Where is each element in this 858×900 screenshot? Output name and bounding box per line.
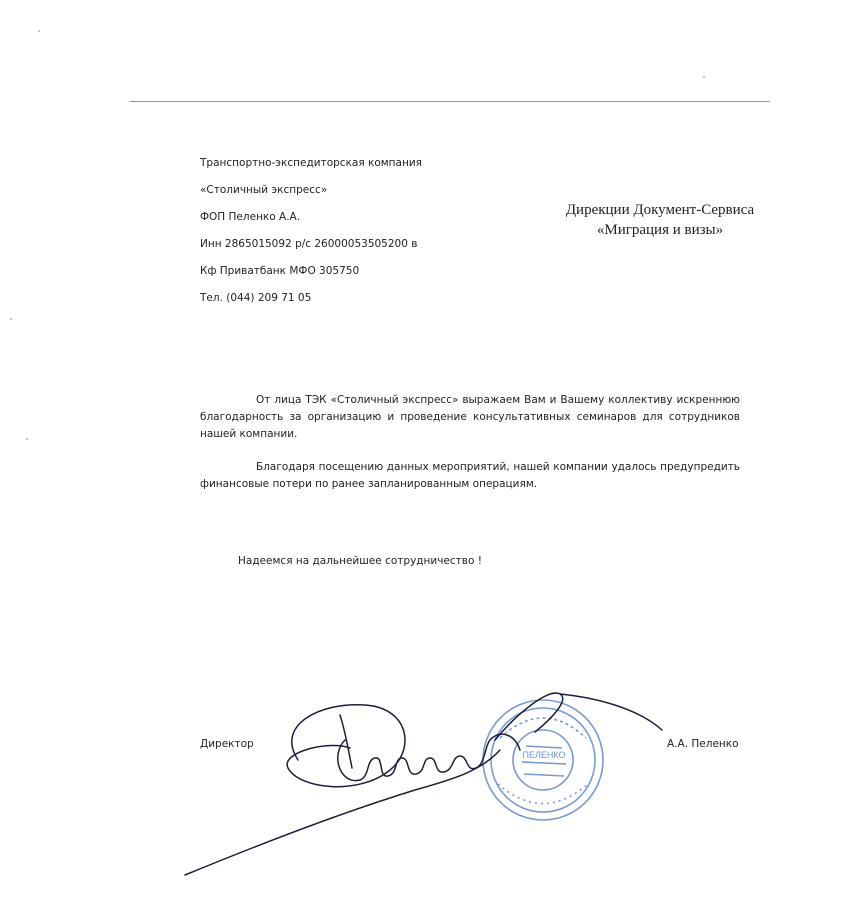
- sender-owner: ФОП Пеленко А.А.: [200, 211, 301, 223]
- sender-block: [200, 154, 422, 316]
- body-paragraph-2: Благодаря посещению данных мероприятий, нашей компании удалось предупредить финансовые потери по ранее запланированным операциям.: [200, 461, 740, 490]
- sender-company-type: Транспортно-экспедиторская компания: [200, 157, 422, 169]
- scan-speck: [10, 318, 12, 320]
- sender-company-name: «Столичный экспресс»: [200, 184, 328, 196]
- body-paragraph-1: От лица ТЭК «Столичный экспресс» выражаем Вам и Вашему коллективу искреннюю благодарность за организацию и проведение консультативных семинаров для сотрудников нашей компании.: [200, 394, 740, 440]
- scan-speck: [703, 76, 705, 78]
- scan-speck: [38, 30, 40, 32]
- recipient-block: [470, 200, 850, 240]
- recipient-line-2: «Миграция и визы»: [596, 222, 724, 238]
- signatory-title: Директор: [200, 738, 254, 750]
- sender-bank: Кф Приватбанк МФО 305750: [200, 265, 360, 277]
- sender-tax-account: Инн 2865015092 р/с 26000053505200 в: [200, 238, 418, 250]
- closing-line: Надеемся на дальнейшее сотрудничество !: [238, 555, 482, 567]
- scan-edge-line: [130, 101, 770, 102]
- scan-speck: [26, 438, 28, 440]
- recipient-line-1: Дирекции Документ-Сервиса: [565, 202, 755, 218]
- signatory-name: А.А. Пеленко: [667, 738, 739, 750]
- sender-phone: Тел. (044) 209 71 05: [200, 292, 312, 304]
- stamp-center-text: ПЕЛЕНКО: [522, 750, 566, 760]
- letter-body: [200, 392, 740, 509]
- handwritten-signature: [180, 680, 680, 890]
